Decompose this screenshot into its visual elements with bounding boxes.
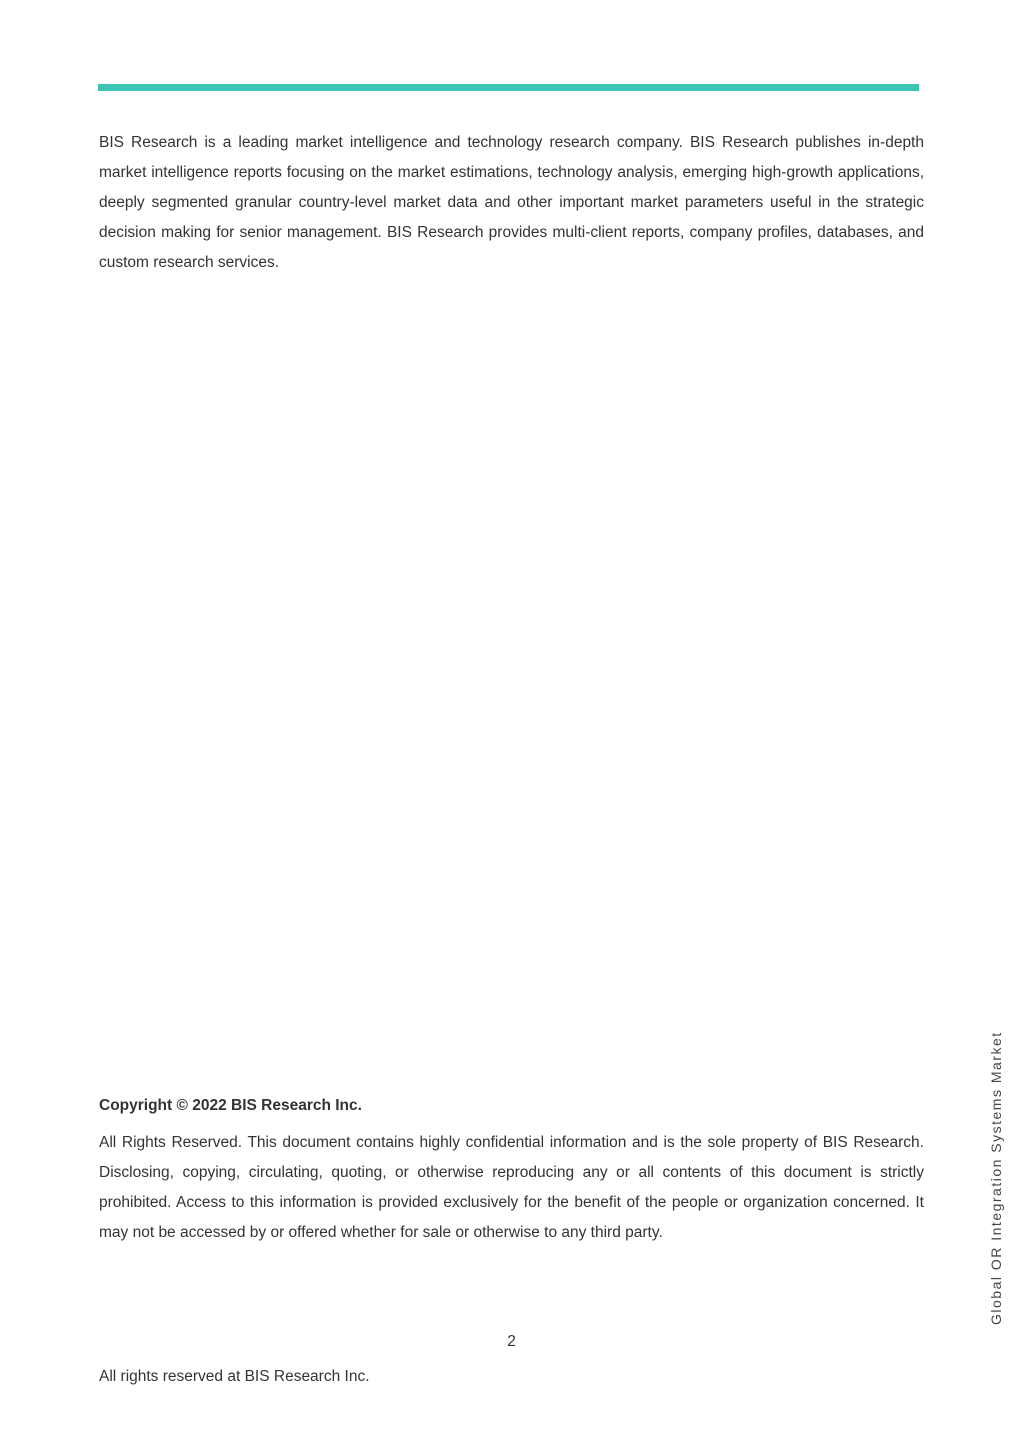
copyright-heading: Copyright © 2022 BIS Research Inc.	[99, 1097, 362, 1114]
header-accent-rule	[98, 84, 919, 91]
intro-paragraph: BIS Research is a leading market intelligence and technology research company. BIS Research publishes in-depth market intelligence reports focusing on the market estimations, technology analysis, emerging high-growth applications, deeply segmented granular country-level market data and other important market parameters useful in the strategic decision making for senior management. BIS Research provides multi-client reports, company profiles, databases, and custom research services.	[99, 134, 924, 271]
rights-reserved-paragraph: All Rights Reserved. This document contains highly confidential information and is the sole property of BIS Research. Disclosing, copying, circulating, quoting, or otherwise reproducing any or all contents of this document is strictly prohibited. Access to this information is provided exclusively for the benefit of the people or organization concerned. It may not be accessed by or offered whether for sale or otherwise to any third party.	[99, 1134, 924, 1241]
page-number: 2	[507, 1333, 516, 1350]
footer-rights-note: All rights reserved at BIS Research Inc.	[99, 1368, 370, 1385]
vertical-report-title: Global OR Integration Systems Market	[988, 1031, 1004, 1325]
